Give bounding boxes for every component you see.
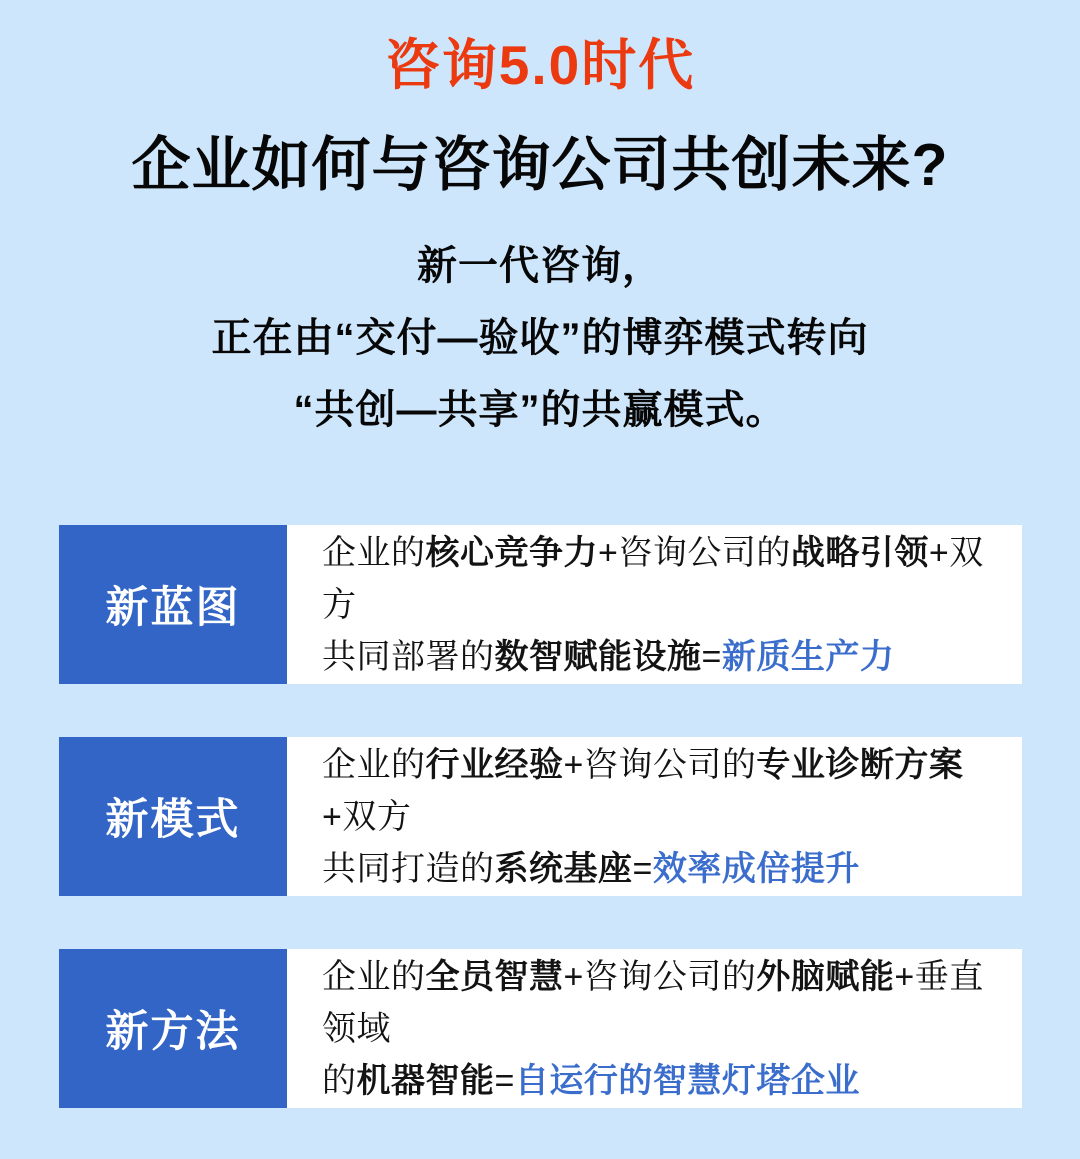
card-label-new-blueprint: 新蓝图 xyxy=(59,525,287,684)
intro-paragraph xyxy=(0,230,1080,446)
card-content-new-model: 企业的行业经验+咨询公司的专业诊断方案+双方 共同打造的系统基座=效率成倍提升 xyxy=(287,737,1022,896)
intro-line-3: “共创—共享”的共赢模式。 xyxy=(293,388,787,432)
card-new-method xyxy=(59,949,1022,1108)
card-label-new-model: 新模式 xyxy=(59,737,287,896)
card-label-new-method: 新方法 xyxy=(59,949,287,1108)
card-new-blueprint xyxy=(59,525,1022,684)
page-title: 企业如何与咨询公司共创未来? xyxy=(131,132,949,198)
kicker-title: 咨询5.0时代 xyxy=(384,34,696,96)
intro-line-2: 正在由“交付—验收”的博弈模式转向 xyxy=(211,316,869,360)
card-content-new-blueprint: 企业的核心竞争力+咨询公司的战略引领+双方 共同部署的数智赋能设施=新质生产力 xyxy=(287,525,1022,684)
card-content-new-method: 企业的全员智慧+咨询公司的外脑赋能+垂直领域 的机器智能=自运行的智慧灯塔企业 xyxy=(287,949,1022,1108)
card-new-model xyxy=(59,737,1022,896)
intro-line-1: 新一代咨询， xyxy=(417,244,663,288)
cards-list xyxy=(59,525,1022,1108)
